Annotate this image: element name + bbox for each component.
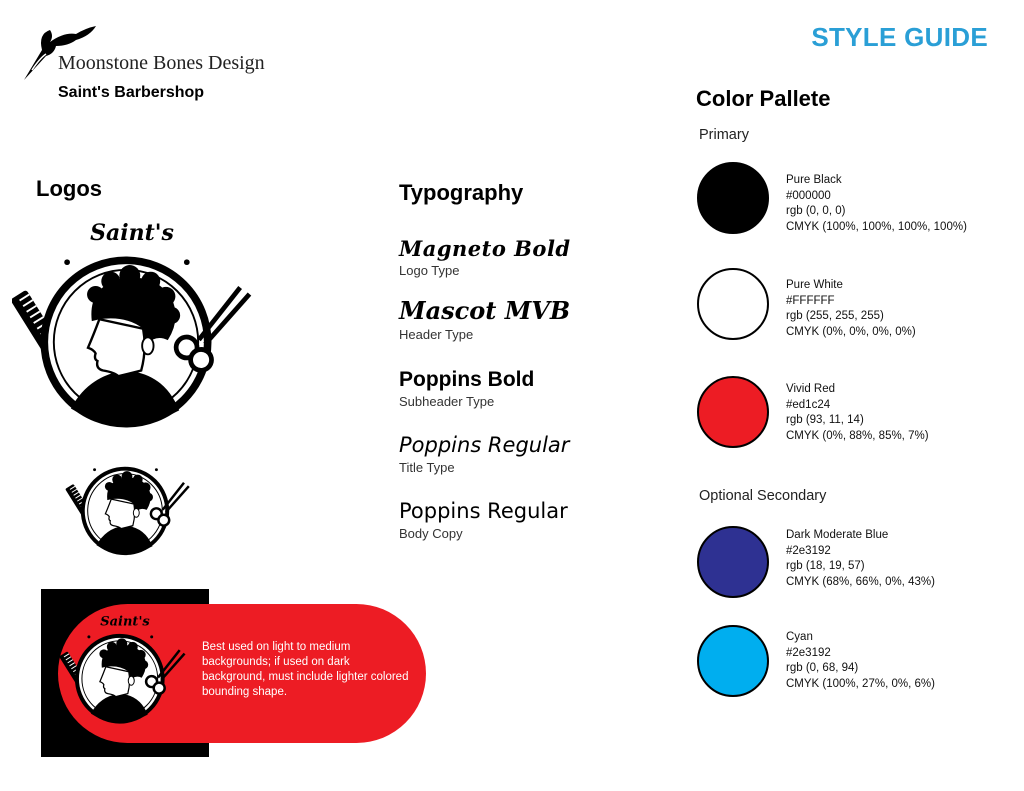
font-name: Poppins Regular — [399, 433, 570, 457]
font-name: Magneto Bold — [399, 236, 571, 261]
page-title: STYLE GUIDE — [811, 22, 988, 52]
color-swatch — [697, 376, 769, 448]
color-spec — [786, 630, 935, 692]
color-swatch — [697, 526, 769, 598]
color-rgb: rgb (93, 11, 14) — [786, 414, 864, 426]
color-spec — [786, 278, 916, 340]
font-usage: Logo Type — [399, 263, 460, 278]
color-rgb: rgb (255, 255, 255) — [786, 310, 884, 322]
color-swatch — [697, 162, 769, 234]
dark-background-usage-note: Best used on light to medium backgrounds; if used on dark background, must include lighter colored bounding shape. — [202, 641, 409, 698]
badge-wordmark: Saint's — [100, 614, 150, 630]
color-cmyk: CMYK (0%, 88%, 85%, 7%) — [786, 429, 929, 442]
color-hex: #000000 — [786, 189, 831, 202]
font-usage: Header Type — [399, 327, 474, 342]
color-hex: #FFFFFF — [786, 294, 835, 307]
font-specimen — [399, 435, 569, 475]
color-rgb: rgb (0, 68, 94) — [786, 662, 859, 674]
primary-colors-label: Primary — [699, 127, 749, 143]
palette-heading: Color Pallete — [696, 86, 831, 111]
badge-wordmark: Saint's — [90, 220, 174, 246]
typography-heading: Typography — [399, 180, 524, 205]
color-name: Cyan — [786, 631, 813, 643]
logos-heading: Logos — [36, 176, 102, 201]
font-name: Mascot MVB — [399, 296, 571, 325]
color-hex: #2e3192 — [786, 544, 831, 557]
studio-name: Moonstone Bones Design — [58, 52, 265, 74]
color-spec — [786, 528, 935, 590]
color-name: Dark Moderate Blue — [786, 529, 889, 541]
font-specimen — [399, 296, 571, 342]
color-swatch — [697, 268, 769, 340]
font-specimen — [399, 369, 534, 409]
font-usage: Subheader Type — [399, 394, 495, 409]
color-rgb: rgb (18, 19, 57) — [786, 560, 865, 572]
client-name: Saint's Barbershop — [58, 84, 205, 101]
color-spec — [786, 173, 967, 235]
font-usage: Body Copy — [399, 526, 463, 541]
font-specimen — [399, 238, 571, 278]
color-cmyk: CMYK (0%, 0%, 0%, 0%) — [786, 325, 916, 338]
color-cmyk: CMYK (100%, 100%, 100%, 100%) — [786, 220, 967, 233]
color-cmyk: CMYK (68%, 66%, 0%, 43%) — [786, 575, 935, 588]
font-specimen — [399, 501, 568, 541]
color-cmyk: CMYK (100%, 27%, 0%, 6%) — [786, 677, 935, 690]
color-hex: #2e3192 — [786, 646, 831, 659]
compact-badge-logo — [50, 452, 200, 560]
color-swatch — [697, 625, 769, 697]
badge-logo-on-bounding-shape — [60, 608, 190, 736]
secondary-colors-label: Optional Secondary — [699, 488, 827, 504]
color-spec — [786, 382, 929, 444]
color-name: Vivid Red — [786, 383, 836, 395]
color-name: Pure White — [786, 279, 843, 291]
color-name: Pure Black — [786, 174, 842, 186]
color-hex: #ed1c24 — [786, 398, 831, 411]
font-name: Poppins Bold — [399, 368, 535, 391]
color-rgb: rgb (0, 0, 0) — [786, 205, 846, 217]
font-name: Poppins Regular — [399, 499, 568, 523]
font-usage: Title Type — [399, 460, 455, 475]
primary-badge-logo — [12, 218, 252, 438]
